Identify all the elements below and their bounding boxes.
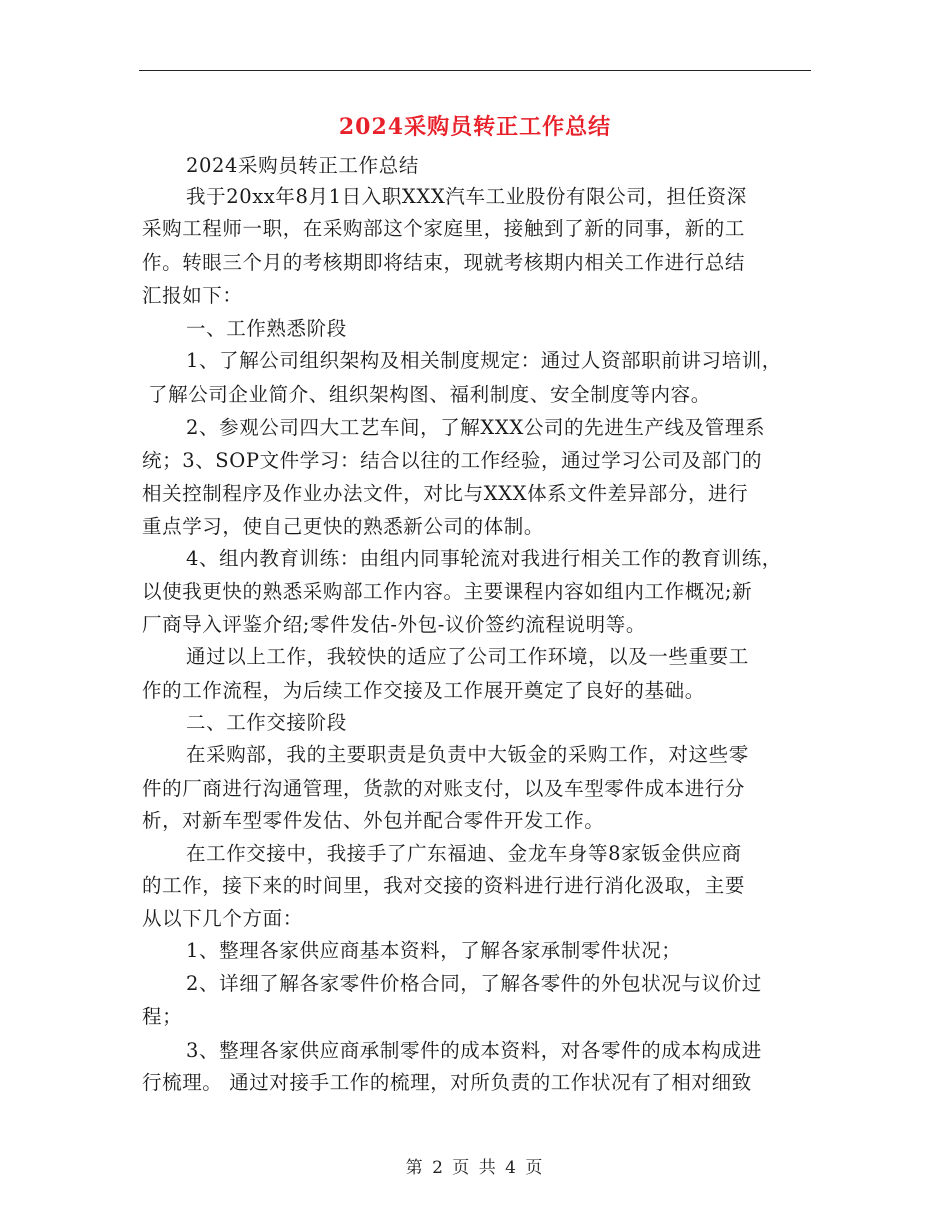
body-line: 一、工作熟悉阶段 bbox=[186, 317, 347, 340]
body-line: 从以下几个方面： bbox=[142, 907, 303, 930]
body-line: 厂商导入评鉴介绍;零件发估-外包-议价签约流程说明等。 bbox=[142, 613, 646, 636]
body-line: 以使我更快的熟悉采购部工作内容。主要课程内容如组内工作概况;新 bbox=[142, 580, 753, 603]
body-line: 汇报如下： bbox=[142, 284, 243, 307]
body-line: 1、了解公司组织架构及相关制度规定：通过人资部职前讲习培训， bbox=[186, 349, 782, 372]
body-line: 作。转眼三个月的考核期即将结束，现就考核期内相关工作进行总结 bbox=[142, 251, 746, 274]
body-line: 二、工作交接阶段 bbox=[186, 711, 347, 734]
body-line: 析，对新车型零件发估、外包并配合零件开发工作。 bbox=[142, 809, 605, 832]
body-line: 了解公司企业简介、组织架构图、福利制度、安全制度等内容。 bbox=[148, 383, 711, 406]
body-line: 重点学习，使自己更快的熟悉新公司的体制。 bbox=[142, 515, 545, 538]
body-line: 采购工程师一职，在采购部这个家庭里，接触到了新的同事，新的工 bbox=[142, 217, 746, 240]
body-line: 行梳理。 通过对接手工作的梳理，对所负责的工作状况有了相对细致 bbox=[142, 1071, 752, 1094]
document-title: 2024采购员转正工作总结 bbox=[338, 114, 612, 140]
body-line: 4、组内教育训练：由组内同事轮流对我进行相关工作的教育训练， bbox=[186, 547, 782, 570]
body-line: 件的厂商进行沟通管理，货款的对账支付，以及车型零件成本进行分 bbox=[142, 777, 746, 800]
body-line: 统；3、SOP文件学习：结合以往的工作经验，通过学习公司及部门的 bbox=[142, 449, 763, 472]
body-line: 相关控制程序及作业办法文件，对比与XXX体系文件差异部分，进行 bbox=[142, 482, 749, 505]
body-line: 作的工作流程，为后续工作交接及工作展开奠定了良好的基础。 bbox=[142, 679, 705, 702]
body-line: 2024采购员转正工作总结 bbox=[186, 154, 419, 177]
body-line: 的工作，接下来的时间里，我对交接的资料进行进行消化汲取，主要 bbox=[142, 874, 746, 897]
body-line: 1、整理各家供应商基本资料，了解各家承制零件状况； bbox=[186, 939, 682, 962]
page-number-footer: 第 2 页 共 4 页 bbox=[405, 1158, 545, 1178]
body-line: 在工作交接中，我接手了广东福迪、金龙车身等8家钣金供应商 bbox=[186, 842, 742, 865]
body-line: 2、详细了解各家零件价格合同，了解各零件的外包状况与议价过 bbox=[186, 972, 762, 995]
body-line: 程； bbox=[142, 1005, 183, 1028]
body-line: 2、参观公司四大工艺车间，了解XXX公司的先进生产线及管理系 bbox=[186, 416, 766, 439]
body-line: 通过以上工作，我较快的适应了公司工作环境，以及一些重要工 bbox=[186, 645, 749, 668]
header-rule bbox=[139, 70, 811, 71]
body-line: 3、整理各家供应商承制零件的成本资料，对各零件的成本构成进 bbox=[186, 1039, 762, 1062]
body-line: 在采购部，我的主要职责是负责中大钣金的采购工作，对这些零 bbox=[186, 743, 749, 766]
body-line: 我于20xx年8月1日入职XXX汽车工业股份有限公司，担任资深 bbox=[186, 185, 747, 208]
